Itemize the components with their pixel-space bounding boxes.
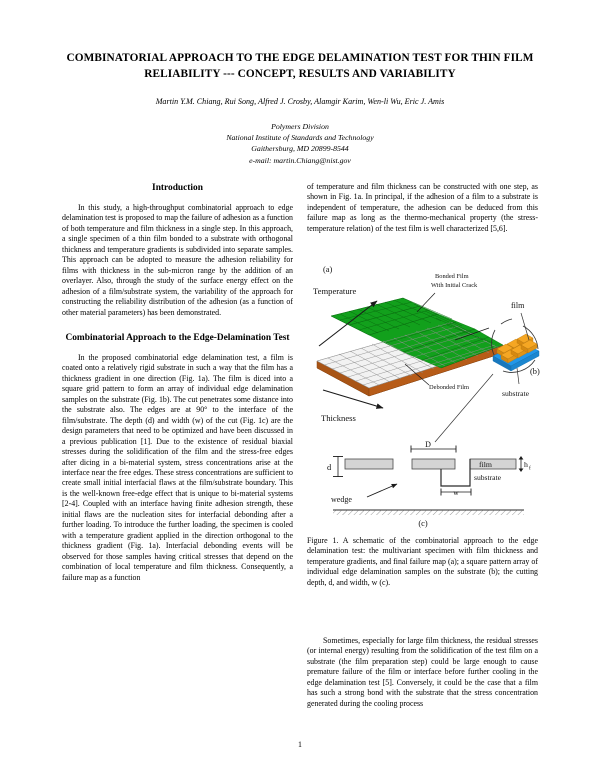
dim-D <box>411 446 456 453</box>
left-column <box>62 182 293 592</box>
cross-film-label: film <box>479 460 492 469</box>
page-title: COMBINATORIAL APPROACH TO THE EDGE DELAMINATION TEST FOR THIN FILM RELIABILITY --- CONCEPT, RESULTS AND VARIABILITY <box>66 52 534 80</box>
cross-substrate-label: substrate <box>474 473 501 482</box>
paragraph-combinatorial-approach: In the proposed combinatorial edge delamination test, a film is coated onto a relatively rigid substrate in such a way that the film has a thickness gradient in one direction (Fig. 1a). The film is diced into a square grid pattern to form an array of individual edge delamination samples on the substrate (Fig. 1b). The cut penetrates some distance into the substrate also. The edges are at 90° to the interface of the film/substrate. The depth (d) and width (w) of the cut (Fig. 1c) are the design parameters that need to be optimized and have been discussed in a previous publication [1]. Due to the existence of residual biaxial stresses during the solidification of the film and the stress-free edges after dicing in a bi-material system, stress concentrations arise at the interface near the free edges. These stress concentrations are sufficient to create small initial interfacial flaws at the film/substrate boundary. This is the well-known free-edge effect that is unique to bi-material systems [2-4]. Coupled with an interface having finite adhesion strength, these initial flaws are the nucleation sites for interfacial debonding after a further loading. To introduce the further loading, the specimen is cooled with a temperature gradient applied in the direction orthogonal to the thickness gradient (Fig. 1a). Interfacial debonding events will be observed for those samples having critical stresses that depend on the combination of local temperature and film thickness. Consequently, a failure map as a function <box>62 352 293 582</box>
dim-w-label: w <box>453 488 459 497</box>
cross-section-c <box>327 440 531 528</box>
specimen-3d-slab <box>317 298 503 396</box>
affiliation-block <box>62 121 538 166</box>
paragraph-introduction: In this study, a high-throughput combinatorial approach to edge delamination test is proposed to map the failure of adhesion as a function of both temperature and film thickness in a single step. In this approach, a single specimen of a thin film bonded to a substrate with orthogonal thickness and temperature gradients is subdivided into separate samples. This approach can be adopted to measure the adhesion reliability for films with thickness in the sub-micron range by the addition of an overlayer. Also, through the study of the surface energy effect on the adhesion of a film/substrate system, the variability of the approach for constructing the reliability distribution of the adhesion (as a function of other material parameters) has been demonstrated. <box>62 203 293 317</box>
wedge-arrow <box>367 484 397 497</box>
thickness-label: Thickness <box>321 413 356 423</box>
paragraph-continued: of temperature and film thickness can be constructed with one step, as shown in Fig. 1a. In principal, if the adhesion of a film to a substrate is independent of temperature, the adhesion can be deduced from this failure map as long as the thermo-mechanical property (the stress-temperature relation) of the test film is well characterized [5,6]. <box>307 182 538 233</box>
temperature-label: Temperature <box>313 286 357 296</box>
film-block-left <box>345 459 393 469</box>
panel-c-label: (c) <box>418 519 428 528</box>
page-number: 1 <box>298 740 302 749</box>
dim-D-label: D <box>425 440 431 449</box>
inset-substrate-label: substrate <box>502 389 529 398</box>
film-block-middle <box>412 459 455 469</box>
dim-hf <box>519 456 524 472</box>
section-heading-combinatorial-approach: Combinatorial Approach to the Edge-Delamination Test <box>65 332 290 343</box>
film-block-right <box>470 459 516 469</box>
figure-caption-text: Figure 1. A schematic of the combinatorial approach to the edge delamination test: the multivariant specimen with film thickness and temperature gradients, and final failure map (a); a square pattern array of individual edge delamination samples on the substrate (b); the cutting depth, d, and width, w (c). <box>307 536 538 587</box>
section-heading-introduction: Introduction <box>152 183 203 193</box>
debonded-film-label: Debonded Film <box>429 384 469 391</box>
panel-a-label: (a) <box>323 265 333 274</box>
ground-hatch <box>333 510 524 515</box>
inset-substrate-leader <box>517 368 519 384</box>
dim-d-label: d <box>327 463 332 472</box>
author-list: Martin Y.M. Chiang, Rui Song, Alfred J. Crosby, Alamgir Karim, Wen-li Wu, Eric J. Amis <box>155 97 445 106</box>
figure-caption-block <box>307 536 538 588</box>
dim-hf-label: h <box>524 460 528 469</box>
panel-b-label: (b) <box>530 367 540 376</box>
dim-d <box>333 456 343 477</box>
bonded-film-label-line1: Bonded Film <box>435 273 469 280</box>
affiliation-line-1: Polymers Division <box>271 122 329 131</box>
dim-hf-sub: f <box>529 465 531 472</box>
wedge-label: wedge <box>331 495 352 504</box>
affiliation-email: e-mail: martin.Chiang@nist.gov <box>249 155 351 165</box>
affiliation-line-2: National Institute of Standards and Technology <box>226 133 374 143</box>
paragraph-residual-stresses: Sometimes, especially for large film thickness, the residual stresses (or internal energy) resulting from the solidification of the test film on a substrate (the film preparation step) could be large enough to cause premature failure of the film or interface before further cooling in the edge delamination test [5]. Conversely, it could be the case that a film has such a strong bond with the substrate that the stress concentration generated during the cooling process <box>307 636 538 708</box>
figure-1 <box>307 256 540 528</box>
right-column-top <box>307 182 538 243</box>
bonded-film-label-line2: With Initial Crack <box>431 282 478 289</box>
affiliation-line-3: Gaithersburg, MD 20899-8544 <box>251 144 349 154</box>
inset-film-label: film <box>511 301 525 310</box>
right-column-bottom <box>307 636 538 718</box>
